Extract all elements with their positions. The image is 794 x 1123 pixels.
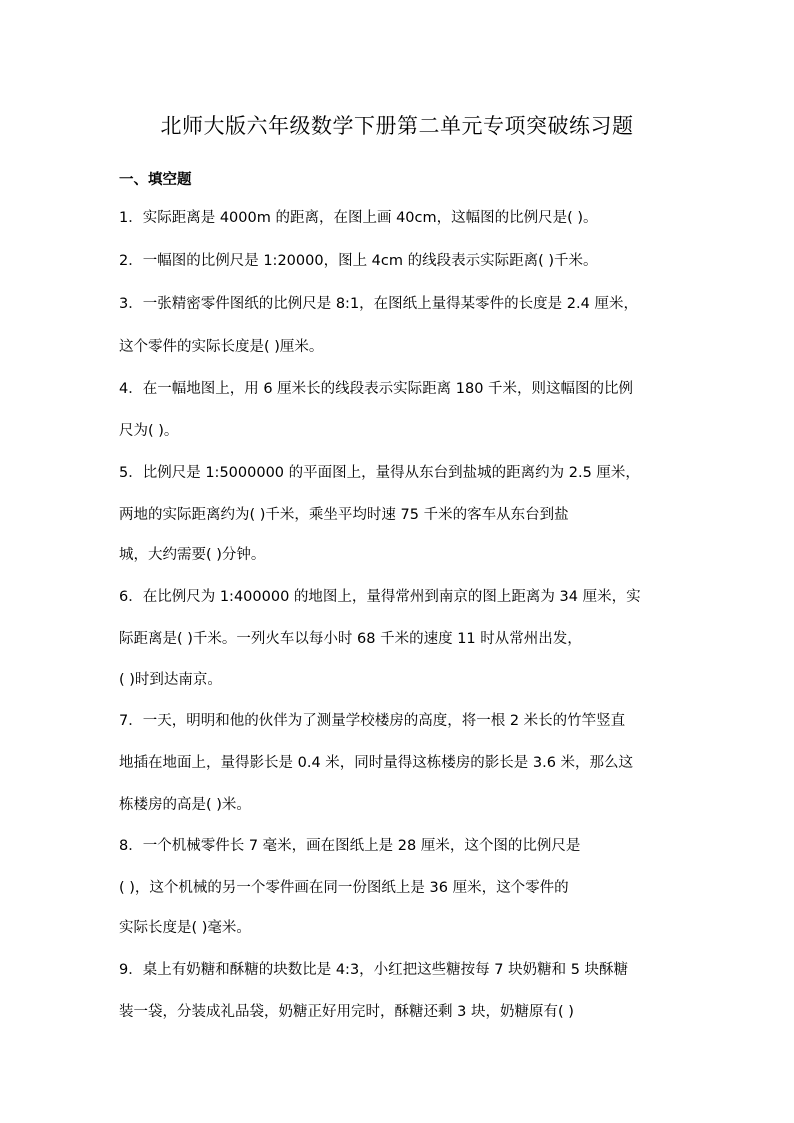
text-line: 2．一幅图的比例尺是 1:20000，图上 4cm 的线段表示实际距离( )千米。 bbox=[119, 253, 598, 269]
text-line: 4．在一幅地图上，用 6 厘米长的线段表示实际距离 180 千米，则这幅图的比例 bbox=[119, 381, 634, 397]
text-line: 地插在地面上，量得影长是 0.4 米，同时量得这栋楼房的影长是 3.6 米，那么这 bbox=[119, 755, 634, 771]
text-line: 装一袋，分装成礼品袋，奶糖正好用完时，酥糖还剩 3 块，奶糖原有( ) bbox=[119, 1004, 574, 1020]
text-line: 尺为( )。 bbox=[119, 423, 179, 439]
text-line: 这个零件的实际长度是( )厘米。 bbox=[119, 339, 324, 355]
text-line: ( )，这个机械的另一个零件画在同一份图纸上是 36 厘米，这个零件的 bbox=[119, 880, 569, 896]
page-title: 北师大版六年级数学下册第二单元专项突破练习题 bbox=[160, 114, 634, 138]
text-line: 5．比例尺是 1:5000000 的平面图上，量得从东台到盐城的距离约为 2.5 厘米， bbox=[119, 465, 640, 481]
text-line: 城，大约需要( )分钟。 bbox=[119, 547, 266, 563]
section-heading: 一、填空题 bbox=[119, 172, 192, 188]
text-line: 栋楼房的高是( )米。 bbox=[119, 797, 251, 813]
text-line: 7．一天，明明和他的伙伴为了测量学校楼房的高度，将一根 2 米长的竹竿竖直 bbox=[119, 713, 626, 729]
text-line: 两地的实际距离约为( )千米，乘坐平均时速 75 千米的客车从东台到盐 bbox=[119, 507, 569, 523]
text-line: 3．一张精密零件图纸的比例尺是 8:1，在图纸上量得某零件的长度是 2.4 厘米， bbox=[119, 296, 638, 312]
text-line: 实际长度是( )毫米。 bbox=[119, 920, 251, 936]
text-line: 1．实际距离是 4000m 的距离，在图上画 40cm，这幅图的比例尺是( )。 bbox=[119, 210, 598, 226]
text-line: 际距离是( )千米。一列火车以每小时 68 千米的速度 11 时从常州出发， bbox=[119, 631, 582, 647]
text-line: ( )时到达南京。 bbox=[119, 672, 222, 688]
text-line: 6．在比例尺为 1:400000 的地图上，量得常州到南京的图上距离为 34 厘米，实 bbox=[119, 589, 641, 605]
text-line: 9．桌上有奶糖和酥糖的块数比是 4:3，小红把这些糖按每 7 块奶糖和 5 块酥糖 bbox=[119, 962, 629, 978]
text-line: 8．一个机械零件长 7 毫米，画在图纸上是 28 厘米，这个图的比例尺是 bbox=[119, 838, 581, 854]
